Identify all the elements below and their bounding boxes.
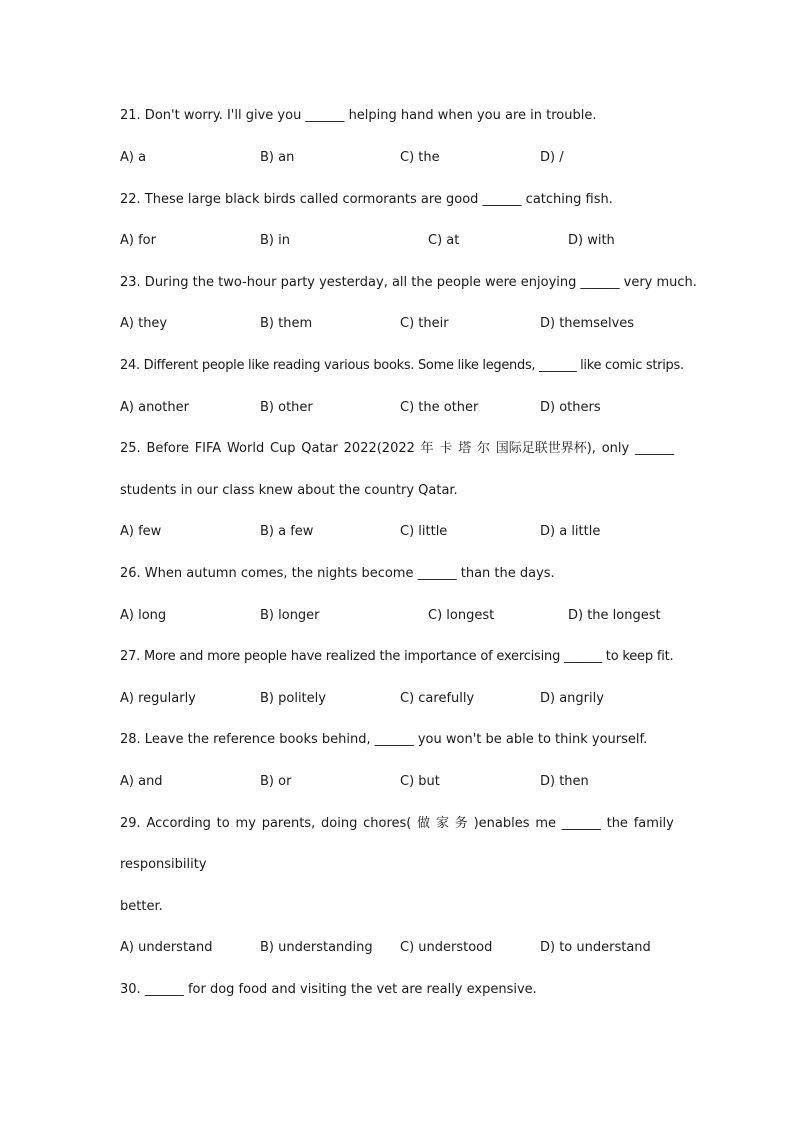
q25-word: only (601, 441, 630, 456)
question-24: 24. Different people like reading various books. Some like legends, ______ like comic strips. (120, 358, 684, 373)
q29-word: family (633, 816, 674, 831)
option-28-d: D) then (540, 774, 589, 789)
q25-word: 尔 (476, 441, 490, 456)
q29-word: 做 (417, 816, 431, 831)
question-29-continued: responsibility (120, 857, 207, 872)
q25-word: 2022(2022 (343, 441, 415, 456)
option-28-c: C) but (400, 774, 440, 789)
option-26-b: B) longer (260, 608, 320, 623)
option-29-a: A) understand (120, 940, 213, 955)
question-21: 21. Don't worry. I'll give you ______ helping hand when you are in trouble. (120, 108, 597, 123)
option-24-a: A) another (120, 400, 189, 415)
option-29-d: D) to understand (540, 940, 651, 955)
q25-word: World (226, 441, 265, 456)
q29-word: parents, (261, 816, 316, 831)
question-30: 30. ______ for dog food and visiting the vet are really expensive. (120, 982, 537, 997)
option-25-b: B) a few (260, 524, 314, 539)
option-29-c: C) understood (400, 940, 493, 955)
option-27-d: D) angrily (540, 691, 604, 706)
question-23: 23. During the two-hour party yesterday, all the people were enjoying ______ very much. (120, 275, 697, 290)
q29-word: )enables (473, 816, 530, 831)
q29-word: the (606, 816, 628, 831)
question-26: 26. When autumn comes, the nights become ______ than the days. (120, 566, 555, 581)
option-22-d: D) with (568, 233, 615, 248)
option-21-d: D) / (540, 150, 564, 165)
option-28-a: A) and (120, 774, 163, 789)
option-26-d: D) the longest (568, 608, 661, 623)
option-23-b: B) them (260, 316, 313, 331)
question-29 (120, 815, 674, 833)
q25-word: Qatar (301, 441, 338, 456)
question-27: 27. More and more people have realized the importance of exercising ______ to keep fit. (120, 649, 674, 664)
option-21-b: B) an (260, 150, 295, 165)
option-23-c: C) their (400, 316, 449, 331)
option-23-d: D) themselves (540, 316, 635, 331)
option-21-c: C) the (400, 150, 440, 165)
q29-word: 务 (454, 816, 468, 831)
q29-word: ______ (561, 816, 601, 831)
option-28-b: B) or (260, 774, 292, 789)
q25-word: Cup (269, 441, 296, 456)
option-25-a: A) few (120, 524, 162, 539)
option-22-b: B) in (260, 233, 290, 248)
question-22: 22. These large black birds called cormorants are good ______ catching fish. (120, 192, 613, 207)
option-26-c: C) longest (428, 608, 495, 623)
q29-word: me (535, 816, 556, 831)
q29-word: my (235, 816, 256, 831)
question-25-continued: students in our class knew about the country Qatar. (120, 483, 458, 498)
option-27-b: B) politely (260, 691, 326, 706)
option-25-c: C) little (400, 524, 448, 539)
q25-word: 25. (120, 441, 141, 456)
option-24-b: B) other (260, 400, 313, 415)
question-28: 28. Leave the reference books behind, ______ you won't be able to think yourself. (120, 732, 648, 747)
q25-word: Before (146, 441, 189, 456)
q25-word: 年 (420, 441, 434, 456)
question-25 (120, 440, 674, 458)
q29-word: doing (321, 816, 358, 831)
q25-word: 卡 (439, 441, 453, 456)
option-29-b: B) understanding (260, 940, 373, 955)
q29-word: to (216, 816, 230, 831)
q29-word: 29. (120, 816, 141, 831)
option-26-a: A) long (120, 608, 167, 623)
q25-word: FIFA (194, 441, 222, 456)
q25-word: 塔 (458, 441, 472, 456)
q25-word: 国际足联世界杯), (495, 441, 596, 456)
option-25-d: D) a little (540, 524, 601, 539)
option-22-c: C) at (428, 233, 460, 248)
question-29-continued-2: better. (120, 899, 163, 914)
option-24-c: C) the other (400, 400, 479, 415)
option-27-c: C) carefully (400, 691, 475, 706)
option-27-a: A) regularly (120, 691, 196, 706)
q29-word: According (146, 816, 211, 831)
option-24-d: D) others (540, 400, 601, 415)
option-21-a: A) a (120, 150, 147, 165)
option-22-a: A) for (120, 233, 156, 248)
q25-word: ______ (634, 441, 674, 456)
q29-word: 家 (435, 816, 449, 831)
q29-word: chores( (363, 816, 412, 831)
option-23-a: A) they (120, 316, 168, 331)
